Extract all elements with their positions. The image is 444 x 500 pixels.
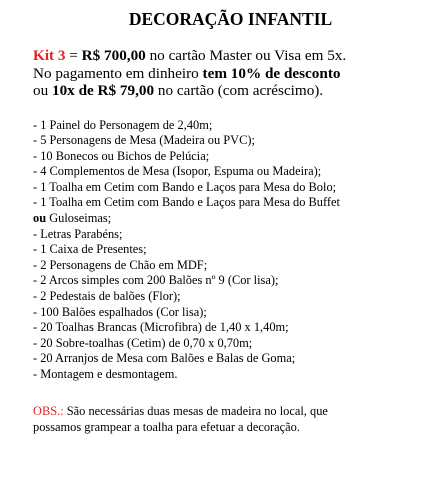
list-item: - 1 Caixa de Presentes; [33,242,147,257]
obs-line-1 [33,403,422,419]
discount-text: tem 10% de desconto [202,64,341,82]
list-item: - 2 Personagens de Chão em MDF; [33,257,208,272]
offer-line-3-rest: no cartão (com acréscimo). [154,82,324,99]
offer-line-2-start: No pagamento em dinheiro [33,64,203,82]
list-item: - 1 Toalha em Cetim com Bando e Laços para Mesa do Buffet [33,195,340,210]
obs-line-2: possamos grampear a toalha para efetuar a decoração. [33,419,300,434]
obs-text-1: São necessárias duas mesas de madeira no local, que [63,403,328,418]
offer-line-3 [33,82,422,100]
list-item: - 20 Sobre-toalhas (Cetim) de 0,70 x 0,70m; [33,335,253,350]
offer-line-2 [33,65,422,83]
list-item: - 1 Toalha em Cetim com Bando e Laços para Mesa do Bolo; [33,179,337,194]
list-item: - 2 Pedestais de balões (Flor); [33,289,181,304]
kit-offer [33,47,422,100]
list-item: - 20 Arranjos de Mesa com Balões e Balas de Goma; [33,351,296,366]
list-item: - 5 Personagens de Mesa (Madeira ou PVC); [33,133,255,148]
list-item: - 2 Arcos simples com 200 Balões nº 9 (Cor lisa); [33,273,279,288]
list-item: - Montagem e desmontagem. [33,367,178,381]
list-item: - Letras Parabéns; [33,226,123,241]
continuation-bold: ou [33,211,47,226]
list-item: - 10 Bonecos ou Bichos de Pelúcia; [33,148,210,163]
continuation-rest: Guloseimas; [46,211,112,226]
list-item: - 1 Painel do Personagem de 2,40m; [33,117,213,132]
list-item: - 4 Complementos de Mesa (Isopor, Espuma ou Madeira); [33,164,322,179]
offer-line-3-start: ou [33,82,52,99]
equals-sign: = [65,47,82,64]
offer-line-1-rest: no cartão Master ou Visa em 5x. [145,47,347,64]
kit-label: Kit 3 [33,47,66,64]
offer-line-1 [33,47,422,65]
list-item: - 20 Toalhas Brancas (Microfibra) de 1,40 x 1,40m; [33,320,289,335]
obs-label: OBS.: [33,403,64,418]
kit-price: R$ 700,00 [81,47,146,64]
list-item-continuation [33,211,422,227]
list-item: - 100 Balões espalhados (Cor lisa); [33,304,207,319]
observation-note [33,403,422,435]
installment-text: 10x de R$ 79,00 [51,82,155,99]
page-title: DECORAÇÃO INFANTIL [128,9,333,29]
kit-items-list [33,118,422,383]
